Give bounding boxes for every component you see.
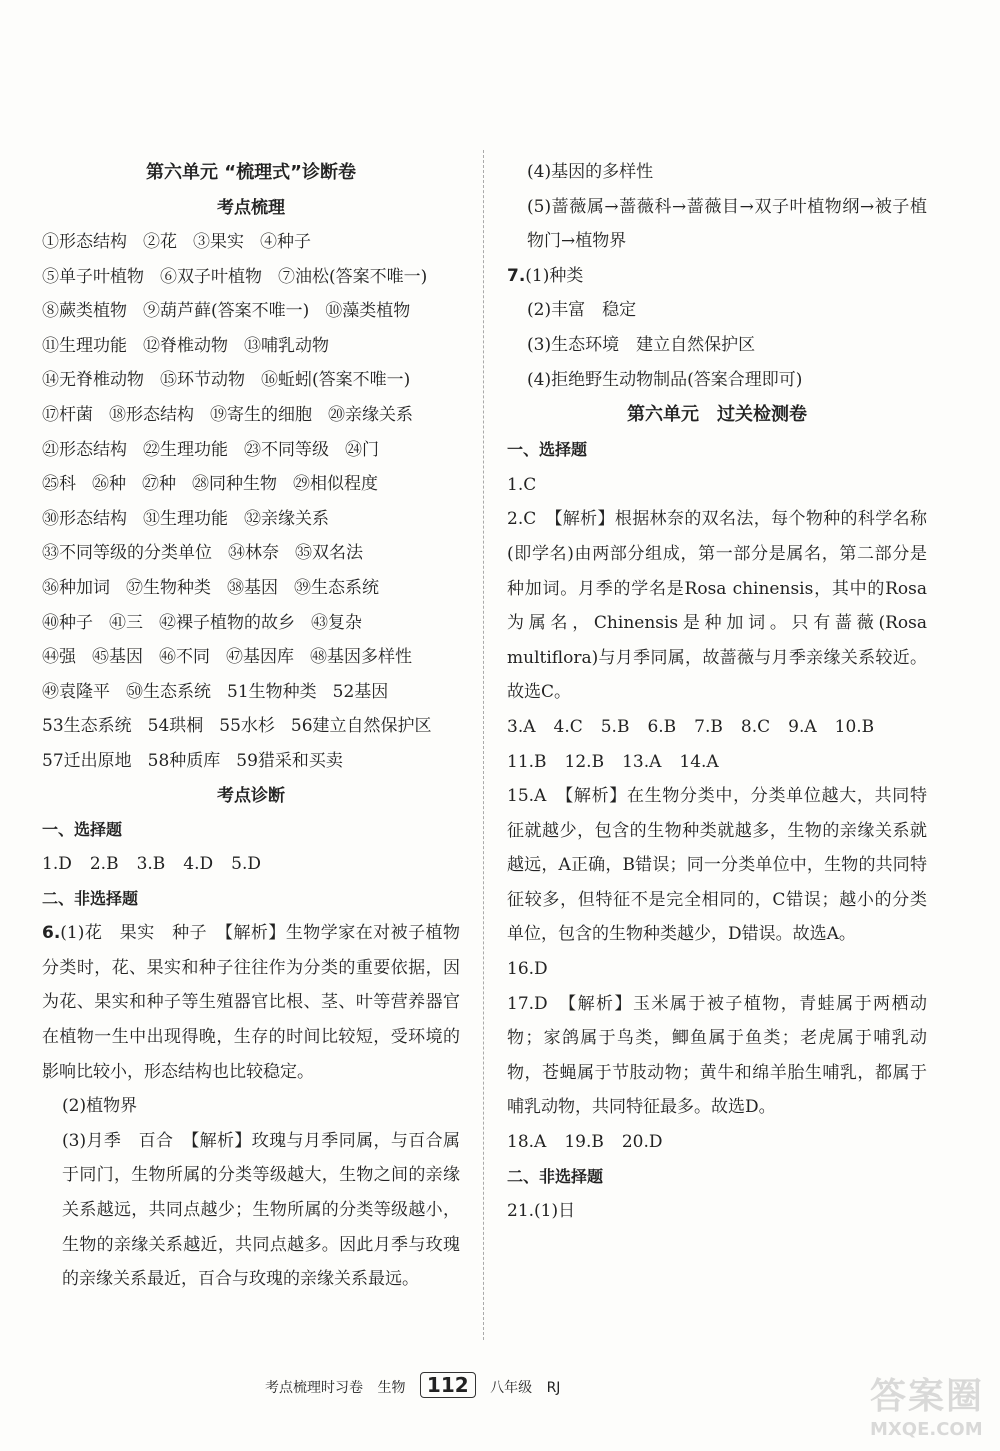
answer-key-row	[42, 433, 460, 468]
answer-key-item: ⑭无脊椎动物	[42, 370, 144, 391]
answer-key-item: ㉛生理功能	[143, 508, 228, 529]
answer-item: 3.B	[136, 854, 166, 875]
answer-item: 13.A	[622, 751, 662, 772]
answer-item: 6.B	[647, 716, 677, 737]
answer-key-item: ㊿生态系统	[126, 681, 211, 702]
unit-title: 第六单元 “梳理式”诊断卷	[146, 162, 356, 183]
answer-key-item: ⑧蕨类植物	[42, 301, 127, 322]
answer-key-item: 55水杉	[219, 716, 275, 737]
answer-item: 14.A	[679, 751, 719, 772]
q7-part2: (2)丰富 稳定	[527, 300, 637, 321]
answer-item: 8.C	[740, 716, 771, 737]
answer-item: 19.B	[564, 1132, 604, 1153]
section-multiple-choice-2: 一、选择题	[507, 440, 588, 460]
answer-key-list	[42, 225, 460, 779]
answer-key-item: ⑮环节动物	[160, 370, 245, 391]
multiple-choice-answers	[42, 847, 460, 882]
q6-part1: 6.(1)花 果实 种子 【解析】生物学家在对被子植物分类时，花、果实和种子往往作为分类的重要依据，因为花、果实和种子等生殖器官比根、茎、叶等营养器官在植物一生中出现得晚，生存的时间比较短，受环境的影响比较小，形态结构也比较稳定。	[42, 923, 460, 1082]
answer-key-row	[42, 329, 460, 364]
answer-key-item: ⑤单子叶植物	[42, 266, 144, 287]
answer-key-item: ㊺基因	[92, 647, 143, 668]
answer-key-item: 51生物种类	[227, 681, 317, 702]
answer-key-item: ㊷裸子植物的故乡	[159, 612, 295, 633]
answer-key-item: ㊼基因库	[226, 647, 294, 668]
answer-key-item: ㉑形态结构	[42, 439, 127, 460]
answer-key-item: ㊽基因多样性	[310, 647, 412, 668]
answer-key-item: ⑫脊椎动物	[143, 335, 228, 356]
q6-part3: (3)月季 百合 【解析】玫瑰与月季同属，与百合属于同门，生物所属的分类等级越大，生物之间的亲缘关系越远，共同点越少；生物所属的分类等级越小，生物的亲缘关系越近，共同点越多。因此月季与玫瑰的亲缘关系最近，百合与玫瑰的亲缘关系最远。	[62, 1130, 460, 1290]
answer-key-item: ㉕科	[42, 474, 76, 495]
answers-18-20	[507, 1125, 927, 1160]
answer-key-item: ㊻不同	[159, 647, 210, 668]
answer-key-row	[42, 502, 460, 537]
section-heading-diagnosis: 考点诊断	[217, 785, 285, 806]
answer-item: 2.B	[89, 854, 119, 875]
answer-key-item: ②花	[143, 232, 177, 252]
answer-key-row	[42, 467, 460, 502]
answer-key-row	[42, 294, 460, 329]
answer-key-item: ⑲寄生的细胞	[210, 404, 312, 425]
answer-key-item: ㉔门	[345, 439, 379, 460]
answer-key-row	[42, 398, 460, 433]
q7-part4: (4)拒绝野生动物制品(答案合理即可)	[527, 369, 803, 390]
answer-key-item: ㊸复杂	[311, 612, 362, 633]
footer-book-title: 考点梳理时习卷	[265, 1380, 363, 1396]
answer-key-item: ⑥双子叶植物	[160, 266, 262, 287]
answer-key-item: 54珙桐	[147, 716, 204, 737]
column-divider	[483, 150, 484, 1340]
answer-17: 17.D 【解析】玉米属于被子植物，青蛙属于两栖动物；家鸽属于鸟类，鲫鱼属于鱼类；老虎属于哺乳动物，苍蝇属于节肢动物；黄牛和绵羊胎生哺乳，都属于哺乳动物，共同特征最多。故选D。	[507, 993, 927, 1118]
answer-key-item: 56建立自然保护区	[290, 716, 432, 737]
watermark-line2: MXQE.COM	[870, 1419, 983, 1440]
answer-key-item: ㊱种加词	[42, 577, 110, 598]
answer-key-item: ⑳亲缘关系	[328, 404, 413, 425]
q6-part5: (5)蔷薇属→蔷薇科→蔷薇目→双子叶植物纲→被子植物门→植物界	[527, 196, 927, 252]
answer-key-item: ⑨葫芦藓(答案不唯一)	[143, 301, 310, 322]
answer-key-row	[42, 571, 460, 606]
answer-key-item: ㉙相似程度	[293, 474, 378, 495]
answer-item: 12.B	[564, 751, 605, 772]
answer-key-item: ⑯蚯蚓(答案不唯一)	[261, 370, 411, 391]
footer-subject: 生物	[377, 1380, 406, 1396]
answer-key-item: ⑪生理功能	[42, 335, 127, 356]
answer-2: 2.C 【解析】根据林奈的双名法，每个物种的科学名称(即学名)由两部分组成，第一部分是属名，第二部分是种加词。月季的学名是Rosa chinensis，其中的Rosa为属名，Chinensis是种加词。只有蔷薇(Rosa multiflora)与月季同属，故蔷薇与月季亲缘关系较近。故选C。	[507, 509, 927, 703]
answer-1: 1.C	[507, 474, 537, 495]
answer-item: 10.B	[834, 716, 875, 737]
answer-key-item: ㉟双名法	[295, 543, 363, 564]
answer-key-row	[42, 260, 460, 295]
q7-part3: (3)生态环境 建立自然保护区	[527, 334, 756, 355]
answer-item: 4.C	[553, 716, 583, 737]
answer-key-item: ①形态结构	[42, 232, 127, 252]
answer-item: 5.D	[231, 854, 262, 875]
answer-key-item: ㊹强	[42, 647, 76, 668]
answer-key-item: ㉖种	[92, 474, 126, 495]
answer-key-item: 52基因	[332, 681, 389, 702]
answer-key-item: ⑰杆菌	[42, 404, 93, 425]
answer-item: 7.B	[694, 716, 723, 737]
answers-11-14	[507, 745, 927, 780]
q7-part1: 7.(1)种类	[507, 265, 584, 286]
answer-21: 21.(1)日	[507, 1201, 576, 1222]
section-heading-review: 考点梳理	[217, 198, 285, 218]
unit-test-title: 第六单元 过关检测卷	[627, 404, 807, 426]
answer-key-row	[42, 709, 460, 744]
answer-key-row	[42, 744, 460, 779]
answer-item: 9.A	[788, 716, 817, 737]
answer-key-item: ⑬哺乳动物	[244, 335, 329, 356]
watermark-line1: 答案圈	[870, 1376, 985, 1417]
answer-key-item: ㊴生态系统	[294, 577, 379, 598]
answer-16: 16.D	[507, 959, 548, 980]
answer-key-item: ㉜亲缘关系	[244, 508, 329, 529]
answer-key-row	[42, 675, 460, 710]
answer-item: 20.D	[621, 1132, 663, 1153]
answer-key-item: ⑦油松(答案不唯一)	[278, 266, 428, 287]
answer-key-row	[42, 606, 460, 641]
answer-key-item: ㉒生理功能	[143, 439, 228, 460]
answer-key-item: ③果实	[193, 232, 244, 252]
answers-3-10	[507, 710, 927, 745]
answer-item: 1.D	[42, 854, 72, 875]
answer-key-item: ④种子	[260, 232, 311, 252]
answer-key-row	[42, 640, 460, 675]
answer-key-item: ㉞林奈	[228, 543, 279, 564]
left-column	[42, 155, 460, 1297]
footer-edition: RJ	[546, 1380, 561, 1396]
answer-key-item: ㉝不同等级的分类单位	[42, 543, 212, 564]
answer-key-item: 57迁出原地	[42, 750, 132, 771]
q6-part4: (4)基因的多样性	[527, 162, 654, 182]
answer-key-item: 58种质库	[147, 750, 221, 771]
answer-key-row	[42, 363, 460, 398]
answer-item: 5.B	[600, 716, 630, 737]
answer-15: 15.A 【解析】在生物分类中，分类单位越大，共同特征就越少，包含的生物种类就越多，生物的亲缘关系就越远，A正确，B错误；同一分类单位中，生物的共同特征较多，但特征不是完全相同的，C错误；越小的分类单位，包含的生物种类越少，D错误。故选A。	[507, 786, 927, 945]
right-column	[507, 155, 927, 1229]
answer-key-item: ㊵种子	[42, 612, 93, 633]
answer-key-item: ㊳基因	[227, 577, 278, 598]
answer-key-item: 53生态系统	[42, 716, 132, 737]
answer-key-row	[42, 536, 460, 571]
answer-item: 11.B	[507, 751, 547, 772]
footer-grade: 八年级	[490, 1380, 533, 1396]
section-multiple-choice: 一、选择题	[42, 819, 123, 839]
answer-key-item: ㊲生物种类	[126, 577, 211, 598]
answer-key-item: ⑩藻类植物	[325, 301, 411, 322]
answer-item: 18.A	[507, 1132, 547, 1153]
page-number: 112	[420, 1372, 476, 1398]
answer-item: 4.D	[183, 854, 214, 875]
answer-key-item: ㉓不同等级	[244, 439, 329, 460]
answer-key-item: ㉗种	[142, 474, 176, 495]
q7-number: 7.	[507, 265, 526, 286]
answer-key-item: ㊾袁隆平	[42, 681, 110, 702]
section-non-choice: 二、非选择题	[42, 888, 139, 908]
answer-item: 3.A	[507, 716, 536, 737]
answer-key-item: 59猎采和买卖	[236, 750, 343, 771]
watermark-logo	[870, 1368, 990, 1446]
section-non-choice-2: 二、非选择题	[507, 1166, 604, 1186]
answer-key-item: ㊶三	[109, 612, 143, 633]
q6-part2: (2)植物界	[62, 1096, 138, 1117]
answer-key-item: ㉚形态结构	[42, 508, 127, 529]
answer-key-item: ⑱形态结构	[109, 404, 194, 425]
answer-key-row	[42, 225, 460, 260]
answer-key-item: ㉘同种生物	[192, 474, 277, 495]
q6-number: 6.	[42, 923, 61, 944]
page-footer	[265, 1372, 570, 1398]
